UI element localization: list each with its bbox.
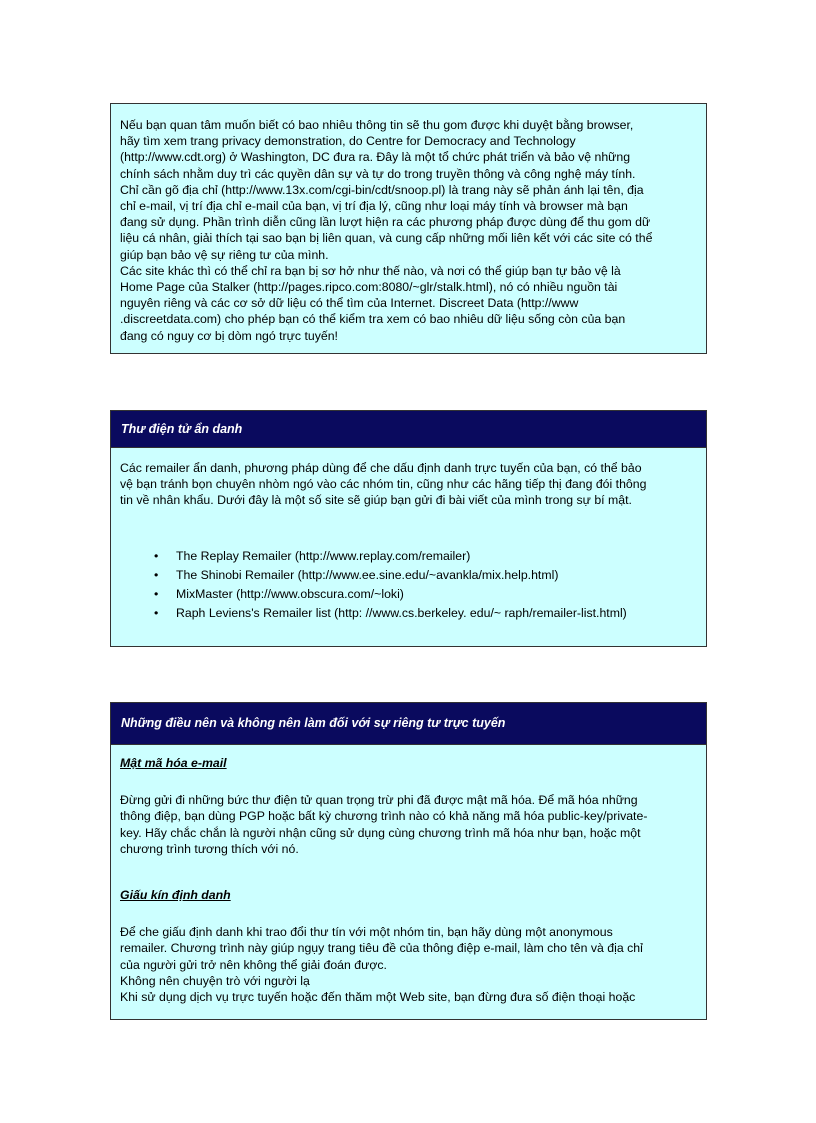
bullet-icon: • [154, 586, 159, 601]
bullet-icon: • [154, 548, 159, 563]
remailer-link: Raph Leviens's Remailer list (http: //www.cs.berkeley. edu/~ raph/remailer-list.html) [176, 605, 627, 620]
anonymous-email-intro: Các remailer ẩn danh, phương pháp dùng để che dấu định danh trực tuyến của bạn, có thể bảo vệ bạn tránh bọn chuyên nhòm ngó vào các nhóm tin, cũng như các hãng tiếp thị đang đói thông tin về nhân khẩu. Dưới đây là một số site sẽ giúp bạn gửi đi bài viết của mình trong sự bí mật. [120, 461, 647, 508]
bullet-icon: • [154, 605, 159, 620]
privacy-dos-donts-title: Những điều nên và không nên làm đối với sự riêng tư trực tuyến [111, 703, 706, 745]
hide-identity-heading: Giấu kín định danh [120, 888, 231, 903]
anonymous-email-title: Thư điện tử ẩn danh [111, 411, 706, 448]
remailer-link: The Shinobi Remailer (http://www.ee.sine.edu/~avankla/mix.help.html) [176, 567, 559, 582]
list-item [154, 547, 697, 566]
remailer-link: MixMaster (http://www.obscura.com/~loki) [176, 586, 404, 601]
privacy-dos-donts-box [110, 702, 707, 1020]
list-item [154, 566, 697, 585]
remailer-link: The Replay Remailer (http://www.replay.com/remailer) [176, 548, 471, 563]
intro-box [110, 103, 707, 354]
anonymous-email-box [110, 410, 707, 647]
bullet-icon: • [154, 567, 159, 582]
encrypt-email-heading: Mật mã hóa e-mail [120, 756, 227, 770]
encrypt-email-text: Đừng gửi đi những bức thư điện tử quan trọng trừ phi đã được mật mã hóa. Để mã hóa những thông điệp, bạn dùng PGP hoặc bất kỳ chương trình nào có khả năng mã hóa public-key/private- key. Hãy chắc chắn là người nhận cũng sử dụng cùng chương trình mã hóa như bạn, hoặc một chương trình tương thích với nó. [120, 793, 648, 856]
list-item [154, 604, 697, 623]
remailer-list [120, 547, 697, 623]
hide-identity-text: Để che giấu định danh khi trao đổi thư tín với một nhóm tin, bạn hãy dùng một anonymous remailer. Chương trình này giúp ngụy trang tiêu đề của thông điệp e-mail, làm cho tên và địa chỉ của người gửi trở nên không thể giải đoán được. Không nên chuyện trò với người lạ Khi sử dụng dịch vụ trực tuyến hoặc đến thăm một Web site, bạn đừng đưa số điện thoại hoặc [120, 925, 643, 1005]
intro-paragraph: Nếu bạn quan tâm muốn biết có bao nhiêu thông tin sẽ thu gom được khi duyệt bằng browser, hãy tìm xem trang privacy demonstration, do Centre for Democracy and Technology (http://www.cdt.org) ở Washington, DC đưa ra. Đây là một tổ chức phát triển và bảo vệ những chính sách nhằm duy trì các quyền dân sự và tự do trong truyền thông và công nghệ máy tính. Chỉ cần gõ địa chỉ (http://www.13x.com/cgi-bin/cdt/snoop.pl) là trang này sẽ phản ánh lại tên, địa chỉ e-mail, vị trí địa chỉ e-mail của bạn, vị trí địa lý, cũng như loại máy tính và browser mà bạn đang sử dụng. Phần trình diễn cũng lần lượt hiện ra các phương pháp được dùng để thu gom dữ liệu cá nhân, giải thích tại sao bạn bị liên quan, và cung cấp những mối liên kết với các site có thể giúp bạn bảo vệ sự riêng tư của mình. Các site khác thì có thể chỉ ra bạn bị sơ hở như thế nào, và nơi có thể giúp bạn tự bảo vệ là Home Page của Stalker (http://pages.ripco.com:8080/~glr/stalk.html), nó có nhiều nguồn tài nguyên riêng và các cơ sở dữ liệu có thể tìm của Internet. Discreet Data (http://www .discreetdata.com) cho phép bạn có thể kiểm tra xem có bao nhiêu dữ liệu sống còn của bạn đang có nguy cơ bị dòm ngó trực tuyến! [120, 118, 653, 343]
list-item [154, 585, 697, 604]
